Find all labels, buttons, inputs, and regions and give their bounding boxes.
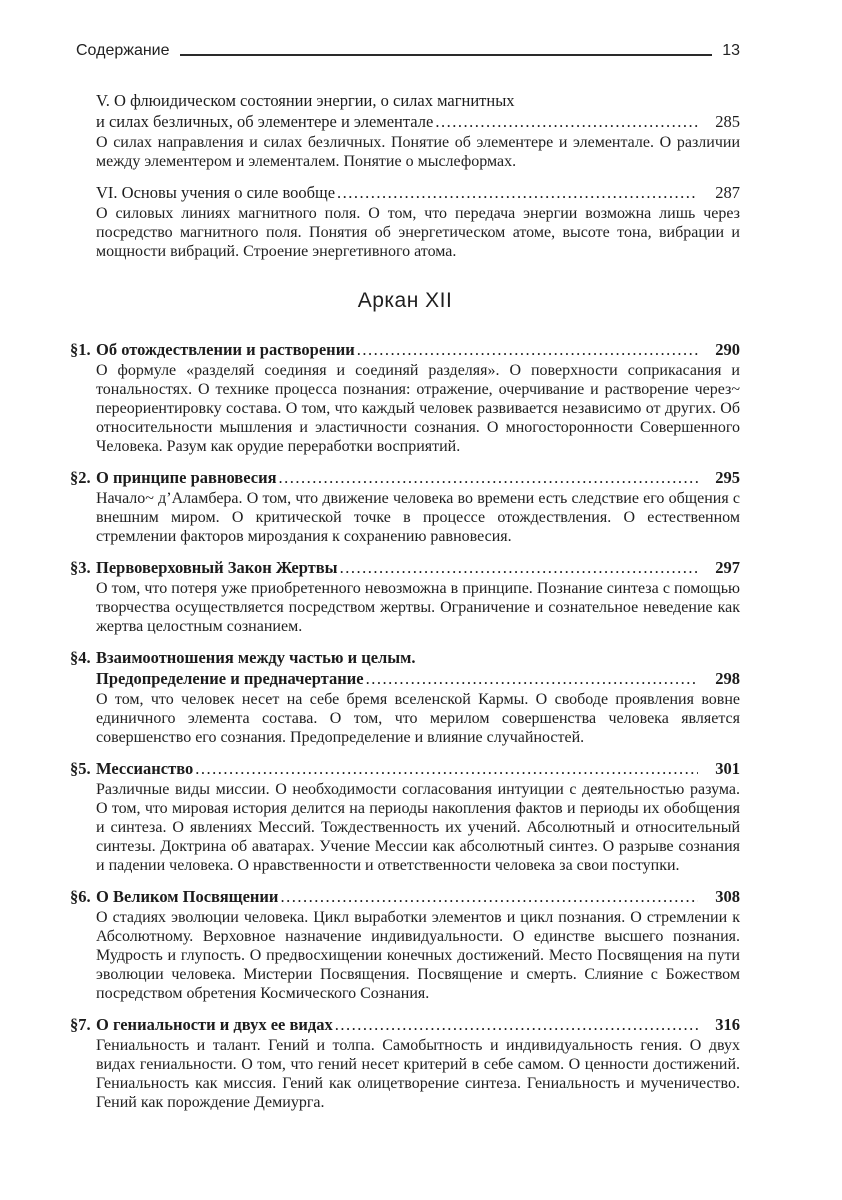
- toc-line: [96, 886, 740, 907]
- running-header: [70, 42, 740, 60]
- entry-description: О том, что человек несет на себе бремя вселенской Кармы. О свободе проявления вовне единичного элемента состава. О том, что мерилом совершенства человека является совершенство его сознания. Предопределение и влияние случайностей.: [96, 691, 740, 746]
- dot-leader: [366, 668, 698, 689]
- entry-title: и силах безличных, об элементере и элементале: [96, 112, 434, 131]
- entry-label: §2.: [70, 468, 91, 487]
- entry-label: §6.: [70, 887, 91, 906]
- entry-description: Различные виды миссии. О необходимости согласования интуиции с деятельностью разума. О том, что мировая история делится на периоды накопления фактов и периоды их обобщения и синтеза. О явлениях Мессий. Тождественность их учений. Абсолютный и относительный синтезы. Доктрина об аватарах. Учение Мессии как абсолютный синтез. О разрыве сознания и падении человека. О нравственности и ответственности человека за свои поступки.: [96, 781, 740, 874]
- entry-page-number: 301: [715, 759, 740, 778]
- entry-description: О силах направления и силах безличных. Понятие об элементере и элементале. О различии между элементером и элементалем. Понятие о мыслеформах.: [96, 134, 740, 170]
- toc-line: [96, 1014, 740, 1035]
- dot-leader: [279, 467, 698, 488]
- entry-description: О силовых линиях магнитного поля. О том, что передача энергии возможна лишь через посредство магнитного поля. Понятия об энергетическом атоме, высоте тона, вибрации и мощности вибраций. Строение энергетивного атома.: [96, 205, 740, 260]
- toc-line: [96, 339, 740, 360]
- entry-label: §4.: [70, 648, 91, 667]
- entry-description: О том, что потеря уже приобретенного невозможна в принципе. Познание синтеза с помощью творчества осуществляется посредством жертвы. Ограничение и сознательное неведение как жертва целостным сознанием.: [96, 580, 740, 635]
- dot-leader: [337, 182, 698, 203]
- entry-title-line1: Взаимоотношения между частью и целым.: [96, 648, 416, 667]
- toc-entry-p3: [70, 557, 740, 636]
- entry-description: Начало~ д’Аламбера. О том, что движение человека во времени есть следствие его общения с внешним миром. О критической точке в процессе отождествления. О естественном стремлении факторов мироздания к сохранению равновесия.: [96, 490, 740, 545]
- toc-line: [96, 467, 740, 488]
- running-header-title: Содержание: [76, 42, 170, 59]
- toc-entry-p6: [70, 886, 740, 1003]
- toc-line: [96, 557, 740, 578]
- entry-page-number: 287: [715, 183, 740, 202]
- entry-title: Предопределение и предначертание: [96, 669, 364, 688]
- entry-label: §1.: [70, 340, 91, 359]
- entry-page-number: 290: [715, 340, 740, 359]
- entry-page-number: 295: [715, 468, 740, 487]
- entry-description: Гениальность и талант. Гений и толпа. Самобытность и индивидуальность гения. О двух видах гениальности. О том, что гений несет критерий в себе самом. О ценности достижений. Гениальность как миссия. Гений как олицетворение синтеза. Гениальность и мученичество. Гений как порождение Демиурга.: [96, 1037, 740, 1111]
- entry-title: О Великом Посвящении: [96, 887, 279, 906]
- toc-entry-vi: [70, 182, 740, 261]
- dot-leader: [340, 557, 698, 578]
- toc-entry-p5: [70, 758, 740, 875]
- toc-entry-p2: [70, 467, 740, 546]
- entry-page-number: 316: [715, 1015, 740, 1034]
- toc-entry-p7: [70, 1014, 740, 1112]
- page-number: 13: [722, 42, 740, 59]
- entry-label: §3.: [70, 558, 91, 577]
- toc-entry-p1: [70, 339, 740, 456]
- entry-label: §7.: [70, 1015, 91, 1034]
- entry-page-number: 298: [715, 669, 740, 688]
- toc-entry-p4: [70, 647, 740, 747]
- entry-page-number: 297: [715, 558, 740, 577]
- entry-title: Первоверховный Закон Жертвы: [96, 558, 338, 577]
- entry-page-number: 285: [715, 112, 740, 131]
- arcana-heading: Аркан XII: [357, 289, 453, 312]
- dot-leader: [195, 758, 698, 779]
- dot-leader: [280, 886, 698, 907]
- entry-description: О стадиях эволюции человека. Цикл выработки элементов и цикл познания. О стремлении к Абсолютному. Верховное назначение индивидуальности. О единстве высшего познания. Мудрость и глупость. О предвосхищении конечных достижений. Место Посвящения на пути эволюции человека. Мистерии Посвящения. Посвящение и смерть. Слияние с Божеством посредством обретения Космического Сознания.: [96, 909, 740, 1002]
- dot-leader: [335, 1014, 698, 1035]
- entry-label: §5.: [70, 759, 91, 778]
- toc-line: [96, 758, 740, 779]
- dot-leader: [357, 339, 698, 360]
- toc-line: [96, 182, 740, 203]
- toc-entry-v: [70, 90, 740, 171]
- toc-line: [96, 668, 740, 689]
- entry-title-line1: V. О флюидическом состоянии энергии, о силах магнитных: [96, 91, 515, 110]
- toc-line: [96, 111, 740, 132]
- entry-title: Мессианство: [96, 759, 194, 778]
- entry-title: О принципе равновесия: [96, 468, 277, 487]
- dot-leader: [435, 111, 698, 132]
- header-rule: [180, 54, 713, 56]
- entry-description: О формуле «разделяй соединяя и соединяй разделяя». О поверхности соприкасания и тональностях. О технике процесса познания: отражение, очерчивание и растворение через~ переориентировку состава. О том, что каждый человек развивается независимо от других. Об относительности мышления и эластичности сознания. О многосторонности Совершенного Человека. Разум как орудие переработки восприятий.: [96, 362, 740, 455]
- entry-title: О гениальности и двух ее видах: [96, 1015, 333, 1034]
- entry-title: Об отождествлении и растворении: [96, 340, 355, 359]
- entry-page-number: 308: [715, 887, 740, 906]
- entry-title: VI. Основы учения о силе вообще: [96, 183, 336, 202]
